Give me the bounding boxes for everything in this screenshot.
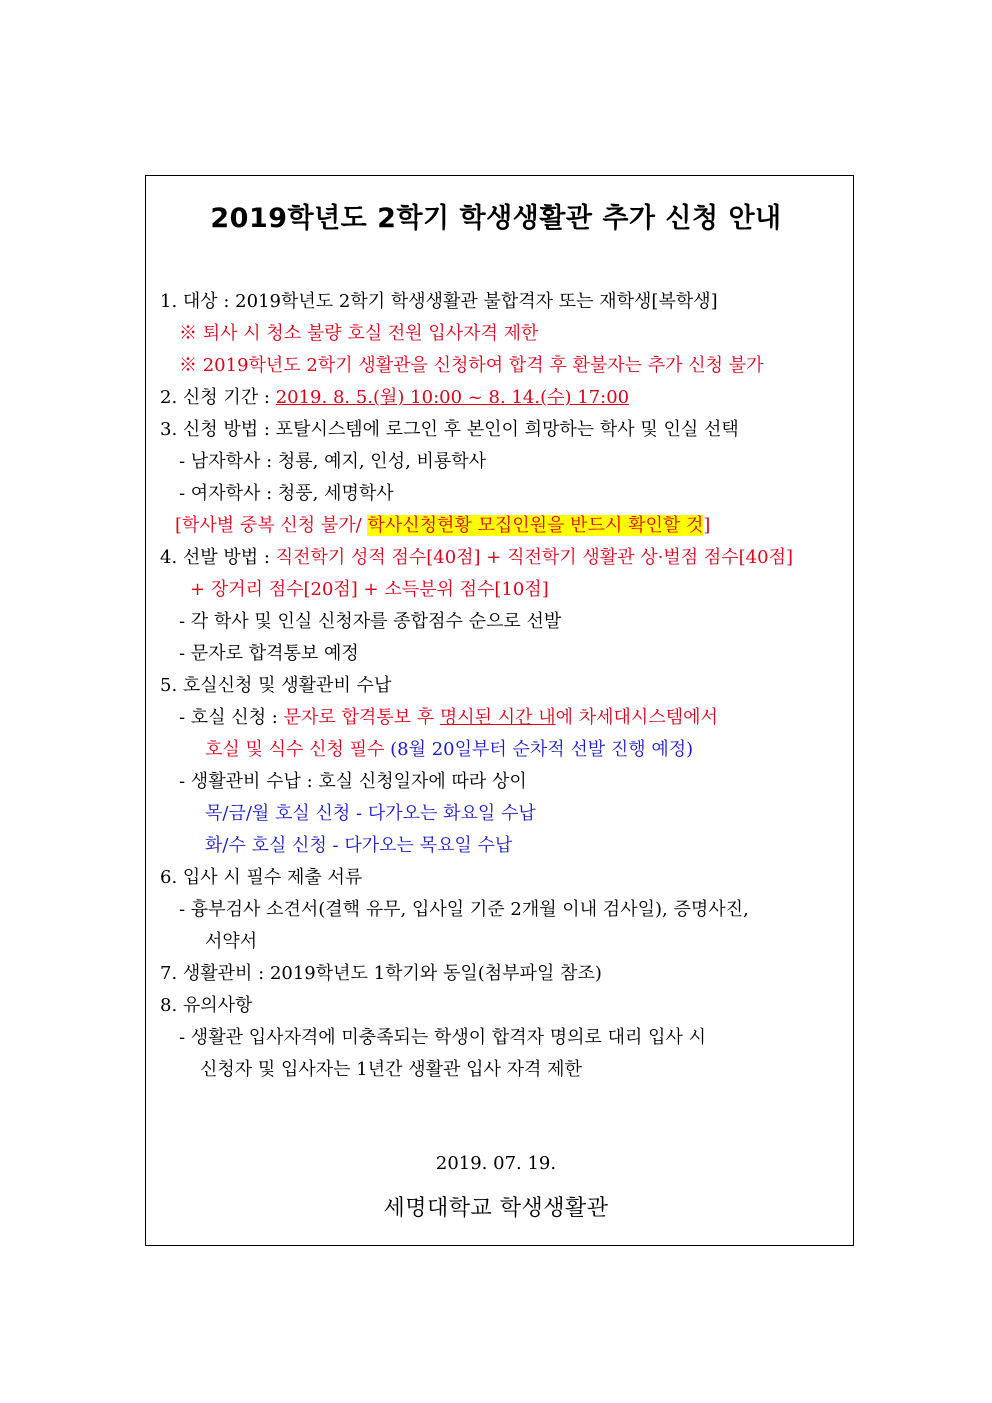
section-4-label: 4. 선발 방법 : [160, 547, 276, 568]
section-4-sub-2: - 문자로 합격통보 예정 [179, 643, 359, 664]
section-5-fee-2: 화/수 호실 신청 - 다가오는 목요일 수납 [205, 835, 513, 856]
section-5-room-row [179, 706, 718, 730]
section-3-warning-a: [학사별 중복 신청 불가/ [175, 515, 368, 536]
section-1-note-2: ※ 2019학년도 2학기 생활관을 신청하여 합격 후 환불자는 추가 신청 불가 [179, 355, 764, 376]
section-3-male-dorms: - 남자학사 : 청룡, 예지, 인성, 비룡학사 [179, 451, 487, 472]
section-5-room-b: 명시된 시간 내 [439, 707, 556, 728]
section-8-heading: 8. 유의사항 [160, 995, 253, 1016]
organization-name: 세명대학교 학생생활관 [383, 1196, 609, 1221]
section-1-note-1: ※ 퇴사 시 청소 불량 호실 전원 입사자격 제한 [179, 323, 539, 344]
notice-date: 2019. 07. 19. [435, 1153, 557, 1174]
section-5-room2-b: (8월 20일부터 순차적 선발 진행 예정) [390, 739, 694, 760]
section-5-room2-a: 호실 및 식수 신청 필수 [205, 739, 391, 760]
section-4-criteria-2: + 장거리 점수[20점] + 소득분위 점수[10점] [190, 579, 549, 600]
section-3-warning [175, 514, 710, 538]
section-2-label: 2. 신청 기간 : [160, 387, 276, 408]
section-3-female-dorms: - 여자학사 : 청풍, 세명학사 [179, 483, 394, 504]
section-5-fee: - 생활관비 수납 : 호실 신청일자에 따라 상이 [179, 771, 527, 792]
section-3-warning-c: ] [703, 515, 711, 536]
section-6-sub-1b: 서약서 [205, 931, 258, 952]
section-5-room-label: - 호실 신청 : [179, 707, 284, 728]
section-4-row [160, 546, 793, 570]
section-4-criteria-1: 직전학기 성적 점수[40점] + 직전학기 생활관 상·벌점 점수[40점] [275, 547, 793, 568]
section-5-room-c: 에 차세대시스템에서 [555, 707, 718, 728]
section-5-heading: 5. 호실신청 및 생활관비 수납 [160, 675, 392, 696]
section-3-method: 3. 신청 방법 : 포탈시스템에 로그인 후 본인이 희망하는 학사 및 인실 선택 [160, 419, 739, 440]
section-3-warning-highlight: 학사신청현황 모집인원을 반드시 확인할 것 [367, 515, 704, 536]
section-6-heading: 6. 입사 시 필수 제출 서류 [160, 867, 363, 888]
section-2-period-row [160, 386, 629, 410]
section-6-sub-1: - 흉부검사 소견서(결핵 유무, 입사일 기준 2개월 이내 검사일), 증명사진, [179, 899, 749, 920]
section-8-sub-1b: 신청자 및 입사자는 1년간 생활관 입사 자격 제한 [200, 1059, 582, 1080]
section-4-sub-1: - 각 학사 및 인실 신청자를 종합점수 순으로 선발 [179, 611, 562, 632]
application-period: 2019. 8. 5.(월) 10:00 ~ 8. 14.(수) 17:00 [275, 387, 630, 408]
section-5-room-row-2 [205, 738, 693, 762]
section-8-sub-1: - 생활관 입사자격에 미충족되는 학생이 합격자 명의로 대리 입사 시 [179, 1027, 707, 1048]
section-1-target: 1. 대상 : 2019학년도 2학기 학생생활관 불합격자 또는 재학생[복학생] [160, 291, 718, 312]
section-5-room-a: 문자로 합격통보 후 [283, 707, 440, 728]
page-title: 2019학년도 2학기 학생생활관 추가 신청 안내 [210, 203, 782, 234]
section-5-fee-1: 목/금/월 호실 신청 - 다가오는 화요일 수납 [205, 803, 536, 824]
section-7-fee: 7. 생활관비 : 2019학년도 1학기와 동일(첨부파일 참조) [160, 963, 602, 984]
